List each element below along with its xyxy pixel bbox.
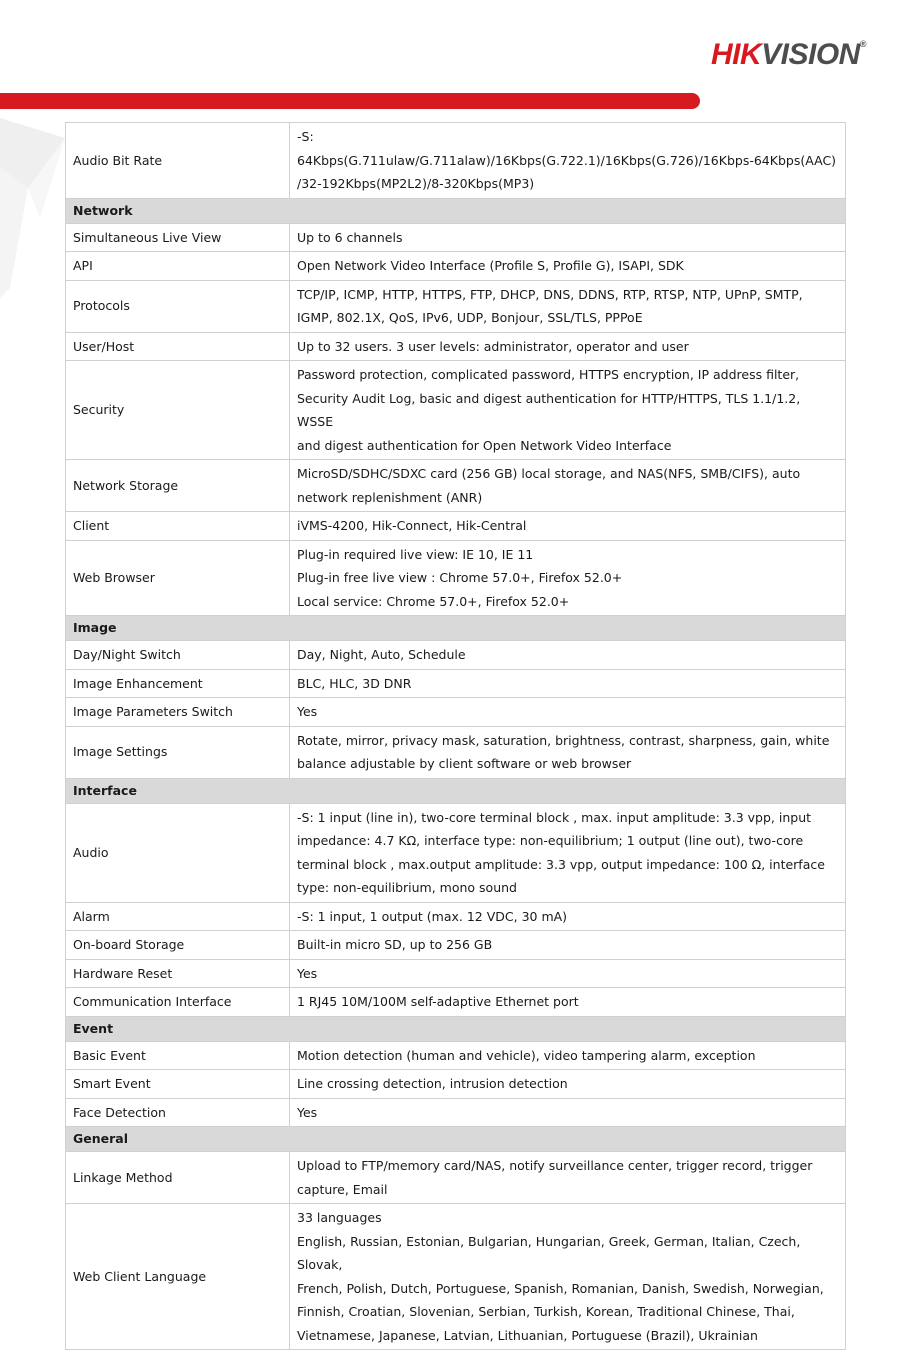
spec-label: Communication Interface xyxy=(66,988,290,1017)
spec-value: Plug-in required live view: IE 10, IE 11 Plug-in free live view : Chrome 57.0+, Firefox 52.0+ Local service: Chrome 57.0+, Firefox 52.0+ xyxy=(290,540,846,616)
spec-label: Security xyxy=(66,361,290,460)
spec-label: Network Storage xyxy=(66,460,290,512)
section-header-row xyxy=(66,1127,846,1152)
section-title: Image xyxy=(66,616,846,641)
spec-label: Linkage Method xyxy=(66,1152,290,1204)
spec-value: Yes xyxy=(290,1098,846,1127)
spec-value: Yes xyxy=(290,698,846,727)
spec-row xyxy=(66,726,846,778)
spec-row xyxy=(66,1070,846,1099)
spec-value: Open Network Video Interface (Profile S, Profile G), ISAPI, SDK xyxy=(290,252,846,281)
spec-row xyxy=(66,460,846,512)
section-title: General xyxy=(66,1127,846,1152)
spec-row xyxy=(66,361,846,460)
section-title: Interface xyxy=(66,778,846,803)
spec-label: Alarm xyxy=(66,902,290,931)
spec-label: On-board Storage xyxy=(66,931,290,960)
section-title: Event xyxy=(66,1016,846,1041)
spec-row xyxy=(66,123,846,199)
spec-row xyxy=(66,931,846,960)
spec-value: Rotate, mirror, privacy mask, saturation, brightness, contrast, sharpness, gain, white balance adjustable by client software or web browser xyxy=(290,726,846,778)
spec-row xyxy=(66,1098,846,1127)
spec-row xyxy=(66,698,846,727)
spec-label: Smart Event xyxy=(66,1070,290,1099)
spec-value: Line crossing detection, intrusion detection xyxy=(290,1070,846,1099)
spec-value: Motion detection (human and vehicle), video tampering alarm, exception xyxy=(290,1041,846,1070)
spec-value: Up to 32 users. 3 user levels: administrator, operator and user xyxy=(290,332,846,361)
spec-row xyxy=(66,1204,846,1350)
spec-row xyxy=(66,641,846,670)
header-red-bar xyxy=(0,93,700,109)
spec-value: 33 languages English, Russian, Estonian, Bulgarian, Hungarian, Greek, German, Italian, Czech, Slovak, French, Polish, Dutch, Portuguese, Spanish, Romanian, Danish, Swedish, Norwegian, Finnish, Croatian, Slovenian, Serbian, Turkish, Korean, Traditional Chinese, Thai, Vietnamese, Japanese, Latvian, Lithuanian, Portuguese (Brazil), Ukrainian xyxy=(290,1204,846,1350)
spec-value: Up to 6 channels xyxy=(290,223,846,252)
spec-value: Upload to FTP/memory card/NAS, notify surveillance center, trigger record, trigger capture, Email xyxy=(290,1152,846,1204)
spec-value: Built-in micro SD, up to 256 GB xyxy=(290,931,846,960)
spec-label: Web Client Language xyxy=(66,1204,290,1350)
spec-value: Day, Night, Auto, Schedule xyxy=(290,641,846,670)
spec-label: Simultaneous Live View xyxy=(66,223,290,252)
spec-label: Web Browser xyxy=(66,540,290,616)
spec-value: Password protection, complicated password, HTTPS encryption, IP address filter, Security Audit Log, basic and digest authentication for HTTP/HTTPS, TLS 1.1/1.2, WSSE and digest authentication for Open Network Video Interface xyxy=(290,361,846,460)
spec-value: TCP/IP, ICMP, HTTP, HTTPS, FTP, DHCP, DNS, DDNS, RTP, RTSP, NTP, UPnP, SMTP, IGMP, 802.1X, QoS, IPv6, UDP, Bonjour, SSL/TLS, PPPoE xyxy=(290,280,846,332)
spec-value: -S: 1 input (line in), two-core terminal block , max. input amplitude: 3.3 vpp, input impedance: 4.7 KΩ, interface type: non-equilibrium; 1 output (line out), two-core terminal block , max.output amplitude: 3.3 vpp, output impedance: 100 Ω, interface type: non-equilibrium, mono sound xyxy=(290,803,846,902)
spec-label: API xyxy=(66,252,290,281)
spec-row xyxy=(66,902,846,931)
spec-row xyxy=(66,280,846,332)
section-header-row xyxy=(66,1016,846,1041)
spec-label: Client xyxy=(66,512,290,541)
section-header-row xyxy=(66,198,846,223)
spec-label: User/Host xyxy=(66,332,290,361)
spec-label: Image Settings xyxy=(66,726,290,778)
spec-value: -S: 1 input, 1 output (max. 12 VDC, 30 mA) xyxy=(290,902,846,931)
spec-label: Hardware Reset xyxy=(66,959,290,988)
spec-table xyxy=(65,122,846,1350)
spec-row xyxy=(66,332,846,361)
spec-value: -S: 64Kbps(G.711ulaw/G.711alaw)/16Kbps(G.722.1)/16Kbps(G.726)/16Kbps-64Kbps(AAC) /32-192Kbps(MP2L2)/8-320Kbps(MP3) xyxy=(290,123,846,199)
spec-row xyxy=(66,512,846,541)
spec-row xyxy=(66,803,846,902)
spec-label: Face Detection xyxy=(66,1098,290,1127)
spec-label: Image Parameters Switch xyxy=(66,698,290,727)
spec-row xyxy=(66,669,846,698)
spec-row xyxy=(66,988,846,1017)
spec-row xyxy=(66,223,846,252)
spec-label: Protocols xyxy=(66,280,290,332)
spec-value: 1 RJ45 10M/100M self-adaptive Ethernet port xyxy=(290,988,846,1017)
spec-label: Image Enhancement xyxy=(66,669,290,698)
section-header-row xyxy=(66,778,846,803)
spec-row xyxy=(66,252,846,281)
watermark-star-icon xyxy=(0,108,70,298)
spec-label: Audio Bit Rate xyxy=(66,123,290,199)
spec-label: Audio xyxy=(66,803,290,902)
spec-label: Basic Event xyxy=(66,1041,290,1070)
spec-value: BLC, HLC, 3D DNR xyxy=(290,669,846,698)
section-title: Network xyxy=(66,198,846,223)
spec-row xyxy=(66,540,846,616)
spec-row xyxy=(66,959,846,988)
spec-value: Yes xyxy=(290,959,846,988)
section-header-row xyxy=(66,616,846,641)
spec-value: MicroSD/SDHC/SDXC card (256 GB) local storage, and NAS(NFS, SMB/CIFS), auto network replenishment (ANR) xyxy=(290,460,846,512)
hikvision-logo: HIKVISION® xyxy=(710,38,866,71)
spec-label: Day/Night Switch xyxy=(66,641,290,670)
spec-row xyxy=(66,1152,846,1204)
spec-row xyxy=(66,1041,846,1070)
spec-value: iVMS-4200, Hik-Connect, Hik-Central xyxy=(290,512,846,541)
